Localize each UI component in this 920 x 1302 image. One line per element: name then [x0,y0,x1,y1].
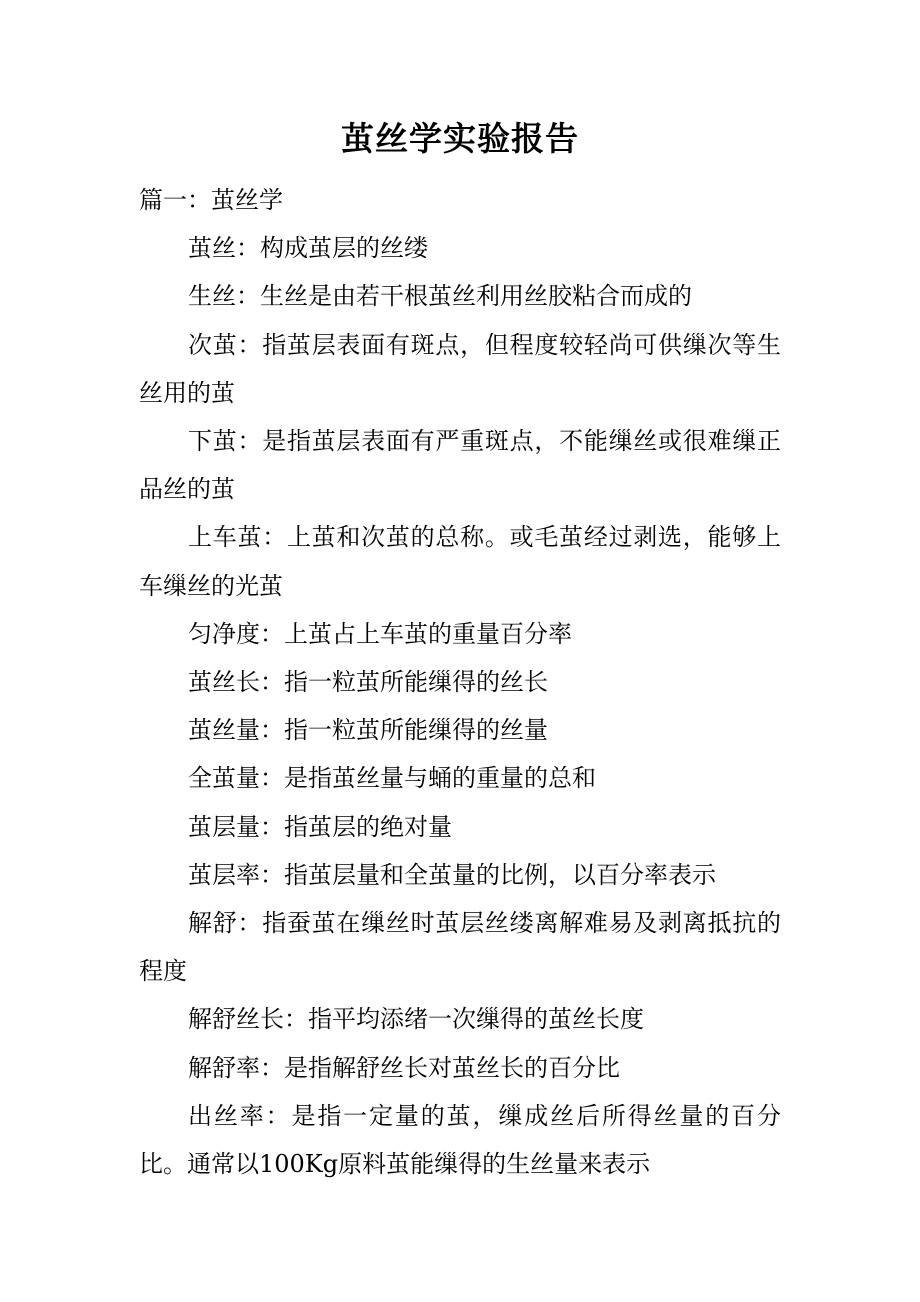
document-body [139,176,781,1188]
body-paragraph: 茧层率：指茧层量和全茧量的比例，以百分率表示 [188,860,716,889]
body-paragraph: 解舒率：是指解舒丝长对茧丝长的百分比 [188,1053,620,1082]
document-title: 茧丝学实验报告 [341,119,579,158]
body-paragraph: 解舒丝长：指平均添绪一次缫得的茧丝长度 [188,1005,644,1034]
body-paragraph: 茧层量：指茧层的绝对量 [188,812,452,841]
body-paragraph: 下茧：是指茧层表面有严重斑点，不能缫丝或很难缫正品丝的茧 [139,427,781,504]
body-paragraph: 生丝：生丝是由若干根茧丝利用丝胶粘合而成的 [188,282,692,311]
body-paragraph: 匀净度：上茧占上车茧的重量百分率 [188,619,572,648]
body-paragraph: 上车茧：上茧和次茧的总称。或毛茧经过剥选，能够上车缫丝的光茧 [139,523,781,600]
body-paragraph: 出丝率：是指一定量的茧，缫成丝后所得丝量的百分比。通常以100Kg原料茧能缫得的生丝量来表示 [139,1101,781,1179]
body-paragraph: 茧丝：构成茧层的丝缕 [188,234,428,263]
body-paragraph: 解舒：指蚕茧在缫丝时茧层丝缕离解难易及剥离抵抗的程度 [139,909,781,986]
body-paragraph: 茧丝长：指一粒茧所能缫得的丝长 [188,668,548,697]
body-paragraph: 茧丝量：指一粒茧所能缫得的丝量 [188,716,548,745]
body-paragraph: 次茧：指茧层表面有斑点，但程度较轻尚可供缫次等生丝用的茧 [139,330,781,407]
body-paragraph: 篇一：茧丝学 [139,186,283,214]
body-paragraph: 全茧量：是指茧丝量与蛹的重量的总和 [188,764,596,793]
